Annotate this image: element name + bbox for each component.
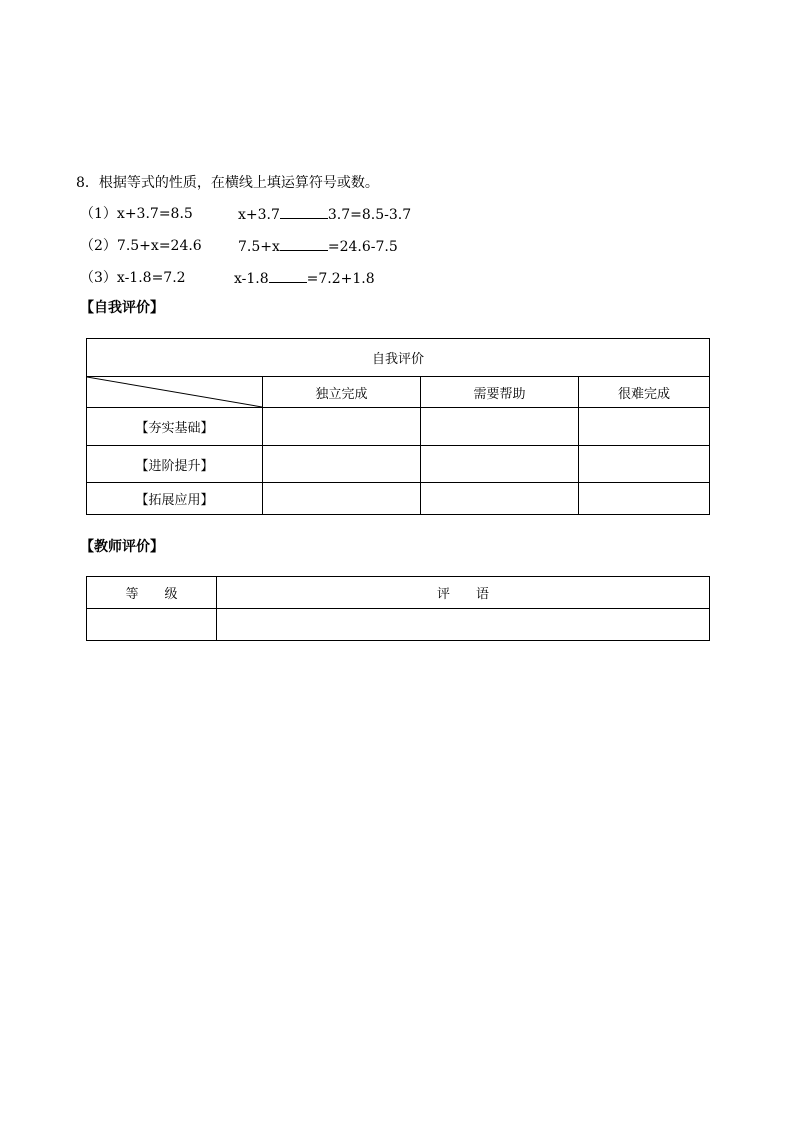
eval-cell[interactable] (421, 483, 579, 515)
self-eval-table-title: 自我评价 (87, 339, 710, 377)
item-right: 3.7=8.5-3.7 (327, 207, 412, 223)
row-header: 【进阶提升】 (87, 446, 263, 483)
question-item-1-answer (238, 204, 411, 225)
question-item-3-answer (234, 268, 375, 289)
column-header: 很难完成 (579, 377, 710, 408)
comment-cell[interactable] (217, 609, 710, 641)
row-header: 【夯实基础】 (87, 408, 263, 446)
item-original: x-1.8=7.2 (116, 270, 186, 286)
eval-cell[interactable] (421, 408, 579, 446)
eval-cell[interactable] (579, 408, 710, 446)
self-eval-heading: 【自我评价】 (80, 300, 164, 316)
answer-blank[interactable] (269, 268, 307, 283)
item-original: x+3.7=8.5 (116, 206, 193, 222)
question-item-1 (80, 204, 193, 224)
item-label: （2） (80, 238, 117, 254)
self-eval-table (86, 338, 710, 515)
column-header: 独立完成 (263, 377, 421, 408)
item-right: =7.2+1.8 (306, 271, 375, 287)
question-title: 8．根据等式的性质，在横线上填运算符号或数。 (76, 175, 379, 191)
grade-cell[interactable] (87, 609, 217, 641)
eval-cell[interactable] (421, 446, 579, 483)
grade-header: 等 级 (87, 577, 217, 609)
item-original: 7.5+x=24.6 (116, 238, 202, 254)
teacher-eval-heading: 【教师评价】 (80, 539, 164, 555)
comment-header: 评 语 (217, 577, 710, 609)
answer-blank[interactable] (280, 204, 328, 219)
item-left: x-1.8 (234, 271, 269, 287)
diagonal-header-cell (87, 377, 263, 408)
eval-cell[interactable] (263, 483, 421, 515)
answer-blank[interactable] (280, 236, 328, 251)
eval-cell[interactable] (579, 483, 710, 515)
teacher-eval-table (86, 576, 710, 641)
eval-cell[interactable] (579, 446, 710, 483)
item-right: =24.6-7.5 (327, 239, 398, 255)
item-left: 7.5+x (238, 239, 280, 255)
question-item-3 (80, 268, 186, 288)
row-header: 【拓展应用】 (87, 483, 263, 515)
eval-cell[interactable] (263, 446, 421, 483)
question-item-2-answer (238, 236, 398, 257)
eval-cell[interactable] (263, 408, 421, 446)
item-label: （3） (80, 270, 117, 286)
diagonal-line (87, 377, 262, 407)
question-item-2 (80, 236, 202, 256)
item-left: x+3.7 (238, 207, 280, 223)
item-label: （1） (80, 206, 117, 222)
column-header: 需要帮助 (421, 377, 579, 408)
